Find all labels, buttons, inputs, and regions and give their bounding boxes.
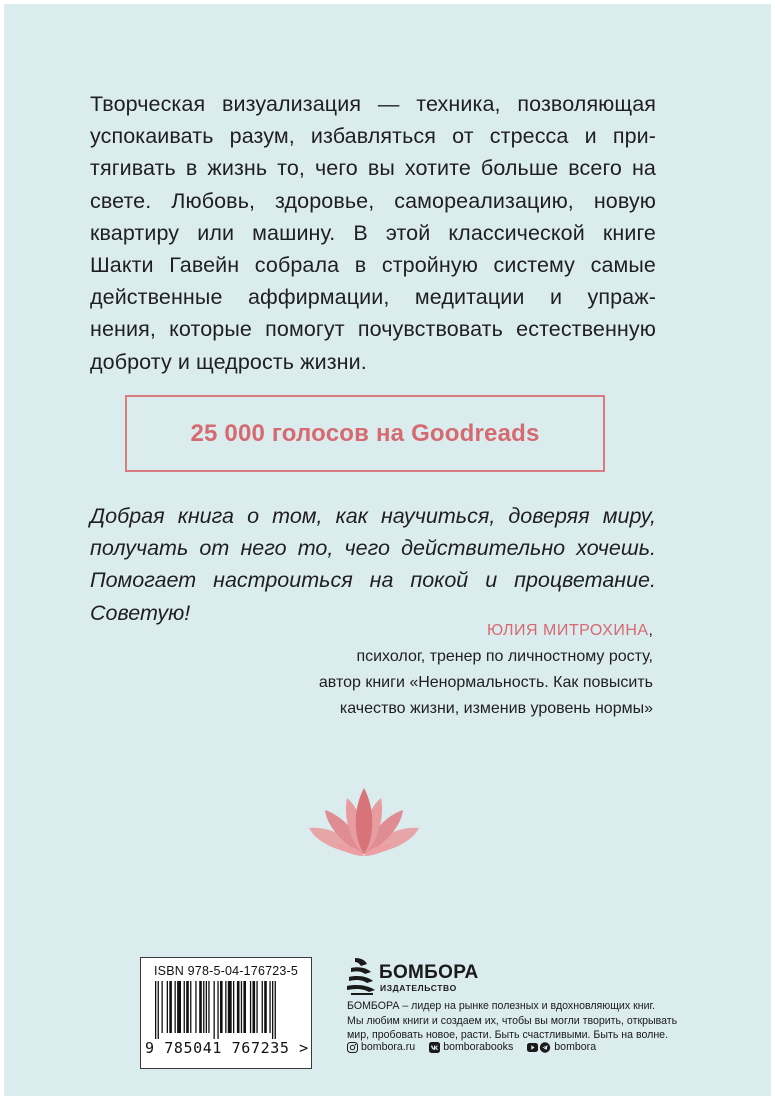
barcode-bar xyxy=(272,981,273,1039)
quote-line: получать от него то, чего действительно хочешь. xyxy=(90,536,656,561)
social-vk[interactable] xyxy=(429,1041,513,1053)
description-line: тягивать в жизнь то, чего вы хотите больше всего на xyxy=(90,156,656,181)
barcode-bar xyxy=(184,981,185,1033)
social-youtube-telegram-label: bombora xyxy=(554,1041,597,1053)
barcode-bar xyxy=(237,981,240,1033)
barcode-bar xyxy=(177,981,181,1033)
barcode-bars xyxy=(147,981,307,1039)
description-line: успокаивать разум, избавляться от стресса и при- xyxy=(90,124,656,149)
publisher-about-line: Мы любим книги и создаем их, чтобы вы могли творить, открывать xyxy=(347,1014,678,1027)
barcode-bar xyxy=(264,981,267,1033)
publisher-logo xyxy=(347,956,477,996)
barcode-bar xyxy=(190,981,191,1033)
quote-line: Добрая книга о том, как научиться, доверяя миру, xyxy=(90,504,656,528)
description-line: Шакти Гавейн собрала в стройную систему самые xyxy=(90,253,656,278)
goodreads-highlight-text: 25 000 голосов на Goodreads xyxy=(190,419,540,447)
book-back-cover xyxy=(4,4,771,1096)
description-line: нения, которые помогут почувствовать естественную xyxy=(90,317,656,342)
barcode-bar xyxy=(253,981,256,1033)
publisher-about-line: БОМБОРА – лидер на рынке полезных и вдохновляющих книг. xyxy=(347,1000,656,1012)
social-instagram[interactable] xyxy=(347,1041,415,1053)
attribution-role-line: психолог, тренер по личностному росту, xyxy=(356,648,653,665)
barcode-bar xyxy=(241,981,242,1033)
description-line: квартиру или машину. В этой классической книге xyxy=(90,220,656,245)
quote-line: Помогает настроиться на покой и процветание. xyxy=(90,568,656,593)
description-line: доброту и щедрость жизни. xyxy=(90,349,367,374)
barcode-bar xyxy=(243,981,246,1033)
description-line: Творческая визуализация — техника, позволяющая xyxy=(90,92,656,116)
bombora-wave-logo-icon xyxy=(347,956,377,996)
testimonial-quote xyxy=(90,500,656,629)
barcode-bar xyxy=(269,981,270,1033)
isbn-number: ISBN 978-5-04-176723-5 xyxy=(154,964,299,978)
attribution-comma: , xyxy=(648,622,653,639)
barcode-bar xyxy=(217,981,218,1039)
barcode-digits: 9 785041 767235 > xyxy=(145,1039,309,1057)
description-line: свете. Любовь, здоровье, самореализацию, новую xyxy=(90,188,656,213)
barcode-bar xyxy=(275,981,276,1039)
lotus-flower-icon xyxy=(309,788,419,858)
attribution-role-line: автор книги «Ненормальность. Как повысить xyxy=(318,674,653,691)
barcode-bar xyxy=(203,981,204,1033)
barcode-bar xyxy=(158,981,159,1039)
attribution-author-name: ЮЛИЯ МИТРОХИНА xyxy=(487,622,649,639)
barcode-bar xyxy=(175,981,176,1033)
barcode-bar xyxy=(228,981,232,1033)
publisher-name: БОМБОРА xyxy=(379,962,479,983)
barcode-bar xyxy=(195,981,196,1033)
social-instagram-label: bombora.ru xyxy=(361,1041,416,1053)
vk-icon xyxy=(429,1042,440,1053)
description-line: действенные аффирмации, медитации и упраж- xyxy=(90,285,656,310)
barcode-bar xyxy=(250,981,251,1033)
quote-attribution xyxy=(319,618,653,722)
barcode-bar xyxy=(262,981,263,1033)
publisher-subtitle: ИЗДАТЕЛЬСТВО xyxy=(380,983,457,993)
goodreads-highlight-box xyxy=(125,395,605,472)
publisher-socials xyxy=(347,1041,610,1053)
barcode-bar xyxy=(199,981,202,1033)
barcode-bar xyxy=(256,981,257,1033)
barcode-bar xyxy=(220,981,223,1033)
barcode-bar xyxy=(186,981,189,1033)
youtube-telegram-icon xyxy=(527,1042,551,1053)
isbn-barcode xyxy=(140,957,312,1069)
social-vk-label: bomborabooks xyxy=(443,1041,514,1053)
barcode-bar xyxy=(225,981,226,1033)
publisher-about-line: мир, пробовать новое, расти. Быть счастливыми. Быть на волне. xyxy=(347,1029,669,1041)
attribution-role-line: качество жизни, изменив уровень нормы» xyxy=(339,700,653,717)
barcode-bar xyxy=(162,981,163,1033)
quote-line: Советую! xyxy=(90,600,191,625)
barcode-bar xyxy=(169,981,172,1033)
attribution-author-line xyxy=(319,618,653,644)
barcode-bar xyxy=(206,981,207,1033)
publisher-about xyxy=(347,999,678,1043)
barcode-bar xyxy=(155,981,156,1039)
barcode-bar xyxy=(208,981,209,1033)
social-youtube-telegram[interactable] xyxy=(527,1041,596,1053)
instagram-icon xyxy=(347,1042,358,1053)
barcode-bar xyxy=(214,981,215,1039)
barcode-bar xyxy=(233,981,234,1033)
book-description xyxy=(90,88,656,378)
barcode-bar xyxy=(167,981,168,1033)
